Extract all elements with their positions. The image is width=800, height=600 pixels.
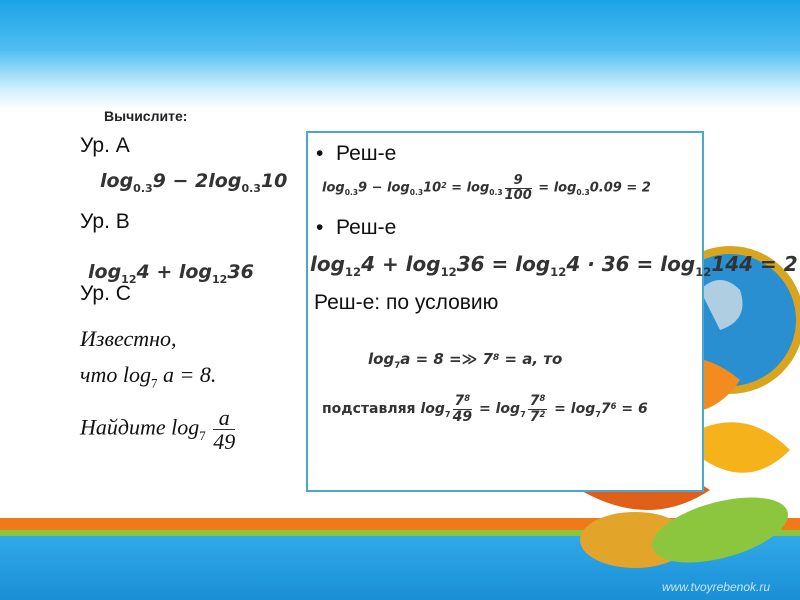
solution-c-label: Реш-е: по условию <box>314 291 499 314</box>
task-b-expression: $\log_{12}4 + \log_{12}36$ <box>88 261 254 286</box>
solution-a-label: • Реш-е <box>316 142 397 165</box>
solution-a-expression: $\log_{0.3}9 - \log_{0.3}10^2 = \log_{0.3}$ $\frac{9}{100}$ = $\log_{0.3}0.09 = 2$ <box>322 173 651 203</box>
solution-c-line1: $\log_7a = 8$ =≫ $7^8 = a$, то <box>368 350 563 371</box>
solution-b-label: • Реш-е <box>316 216 397 239</box>
sky-background <box>0 0 800 110</box>
task-c-line1: Известно, <box>80 326 177 351</box>
level-a-label: Ур. А <box>80 134 130 157</box>
task-a-expression: $\log_{0.3}9 - 2\log_{0.3}10$ <box>100 170 288 195</box>
level-b-label: Ур. В <box>80 210 130 233</box>
page-heading: Вычислите: <box>104 108 188 124</box>
task-c-line3: Найдите $\log_7$ $\frac{a}{49}$ <box>80 405 236 455</box>
watermark: www.tvoyrebenok.ru <box>661 580 770 594</box>
level-c-label: Ур. С <box>80 282 131 305</box>
task-c-line2: что $\log_7 a = 8$. <box>80 362 217 391</box>
solution-b-expression: $\log_{12}4 + \log_{12}36 = \log_{12}4 \cdot 36 = \log_{12}144 = 2$ <box>310 252 798 279</box>
solution-c-line2: подставляя $\log_7$ $\frac{7^8}{49}$ = $\log_7$ $\frac{7^8}{7^2}$ = $\log_77^6 = 6$ <box>322 393 648 425</box>
